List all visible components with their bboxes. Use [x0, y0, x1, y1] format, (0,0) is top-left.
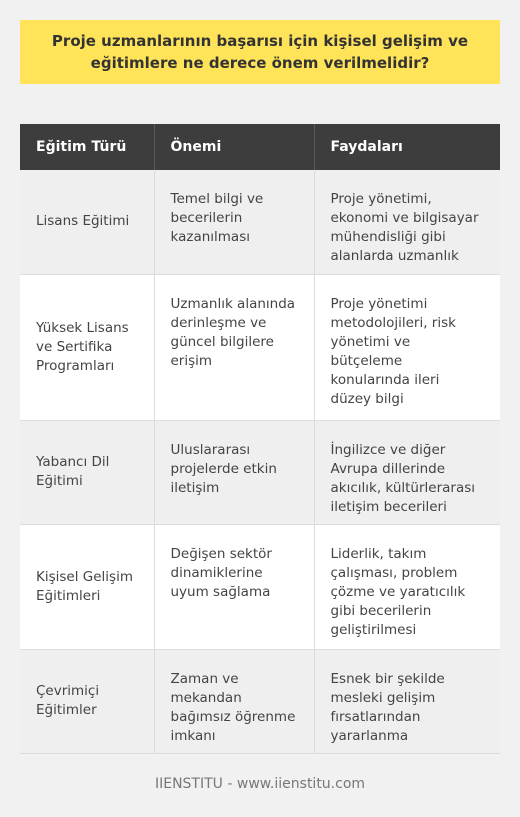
row-education-type: Çevrimiçi Eğitimler [20, 649, 154, 753]
row-benefits-text: Liderlik, takım çalışması, problem çözme ve yaratıcılık gibi becerilerin geliştirilmesi [330, 545, 466, 638]
row-benefits-text: Proje yönetimi, ekonomi ve bilgisayar mühendisliği gibi alanlarda uzmanlık [330, 191, 479, 264]
row-benefits [314, 170, 500, 274]
table-row [20, 274, 500, 420]
header-education-type: Eğitim Türü [20, 124, 154, 170]
row-importance [154, 170, 314, 274]
row-education-type: Kişisel Gelişim Eğitimleri [20, 524, 154, 649]
row-education-type: Yabancı Dil Eğitimi [20, 420, 154, 524]
table-row [20, 649, 500, 753]
row-importance [154, 274, 314, 420]
row-benefits [314, 274, 500, 420]
row-importance [154, 524, 314, 649]
row-importance [154, 420, 314, 524]
table-row [20, 170, 500, 274]
table-row [20, 420, 500, 524]
row-benefits-text: İngilizce ve diğer Avrupa dillerinde akıcılık, kültürlerarası iletişim becerileri [330, 441, 476, 515]
title-banner [20, 20, 500, 84]
row-importance-text: Uluslararası projelerde etkin iletişim [170, 441, 277, 496]
row-importance [154, 649, 314, 753]
row-benefits-text: Proje yönetimi metodolojileri, risk yönetimi ve bütçeleme konularında ileri düzey bilgi [330, 295, 456, 407]
table-row [20, 524, 500, 649]
table-header-row [20, 124, 500, 170]
row-education-type: Lisans Eğitimi [20, 170, 154, 274]
row-benefits [314, 420, 500, 524]
row-importance-text: Değişen sektör dinamiklerine uyum sağlama [170, 545, 272, 600]
page-title: Proje uzmanlarının başarısı için kişisel gelişim ve eğitimlere ne derece önem verilmelidir? [51, 32, 469, 72]
row-importance-text: Zaman ve mekandan bağımsız öğrenme imkanı [170, 670, 296, 744]
row-importance-text: Temel bilgi ve becerilerin kazanılması [170, 191, 264, 245]
row-benefits [314, 649, 500, 753]
row-education-type: Yüksek Lisans ve Sertifika Programları [20, 274, 154, 420]
header-benefits: Faydaları [314, 124, 500, 170]
header-importance: Önemi [154, 124, 314, 170]
education-table-container [20, 124, 500, 754]
row-benefits-text: Esnek bir şekilde mesleki gelişim fırsatlarından yararlanma [330, 670, 445, 744]
footer-credit: IIENSTITU - www.iienstitu.com [154, 776, 366, 792]
education-table [20, 124, 500, 754]
row-importance-text: Uzmanlık alanında derinleşme ve güncel bilgilere erişim [170, 295, 296, 369]
row-benefits [314, 524, 500, 649]
